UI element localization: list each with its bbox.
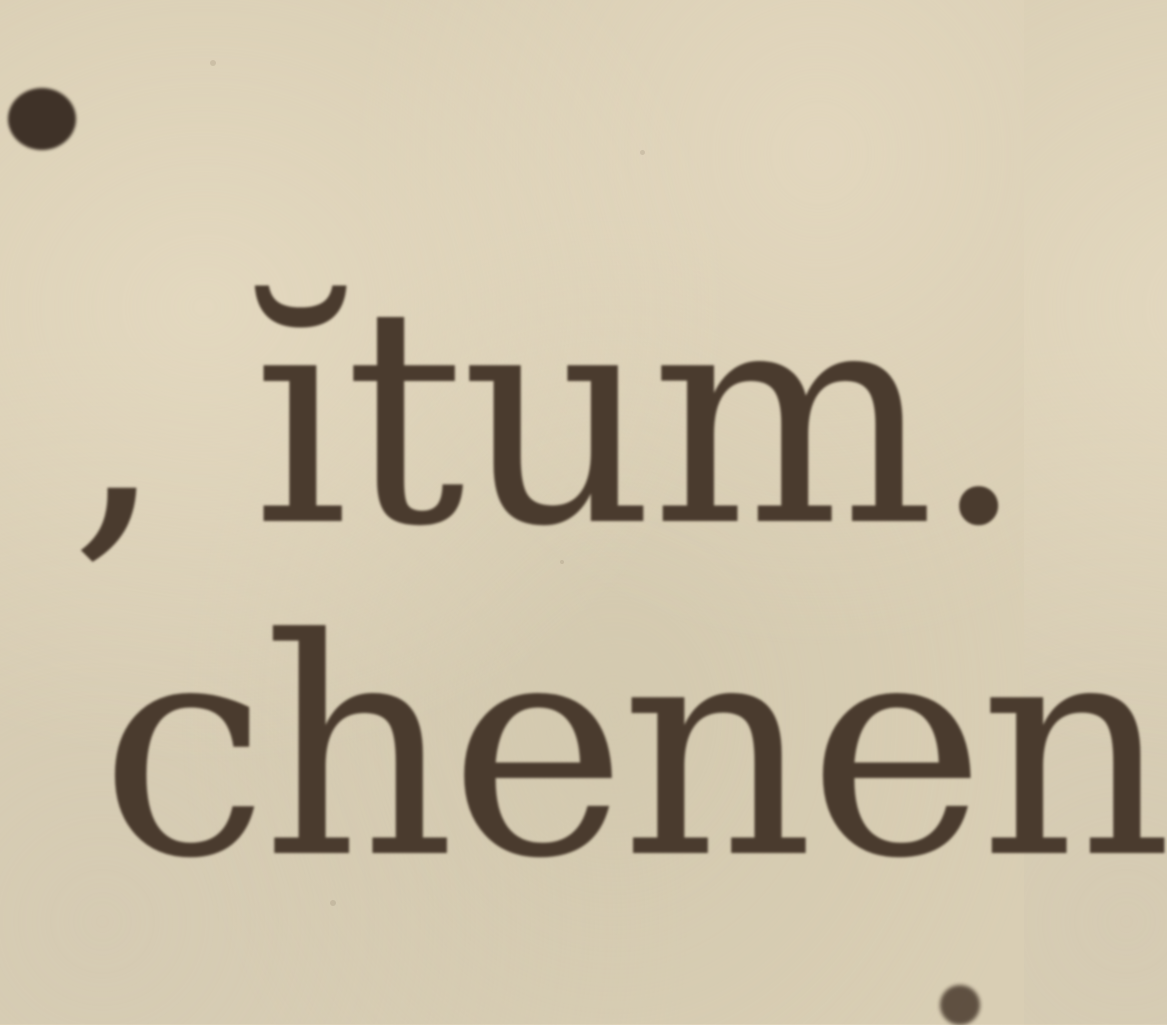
bullet-dot-mark [8, 88, 76, 150]
paper-speck [210, 60, 216, 66]
bottom-dot-mark [940, 985, 980, 1025]
text-line-chenen: chenen [100, 575, 1167, 924]
paper-speck [640, 150, 645, 155]
text-line-itum: , ĭtum. [70, 243, 1023, 592]
